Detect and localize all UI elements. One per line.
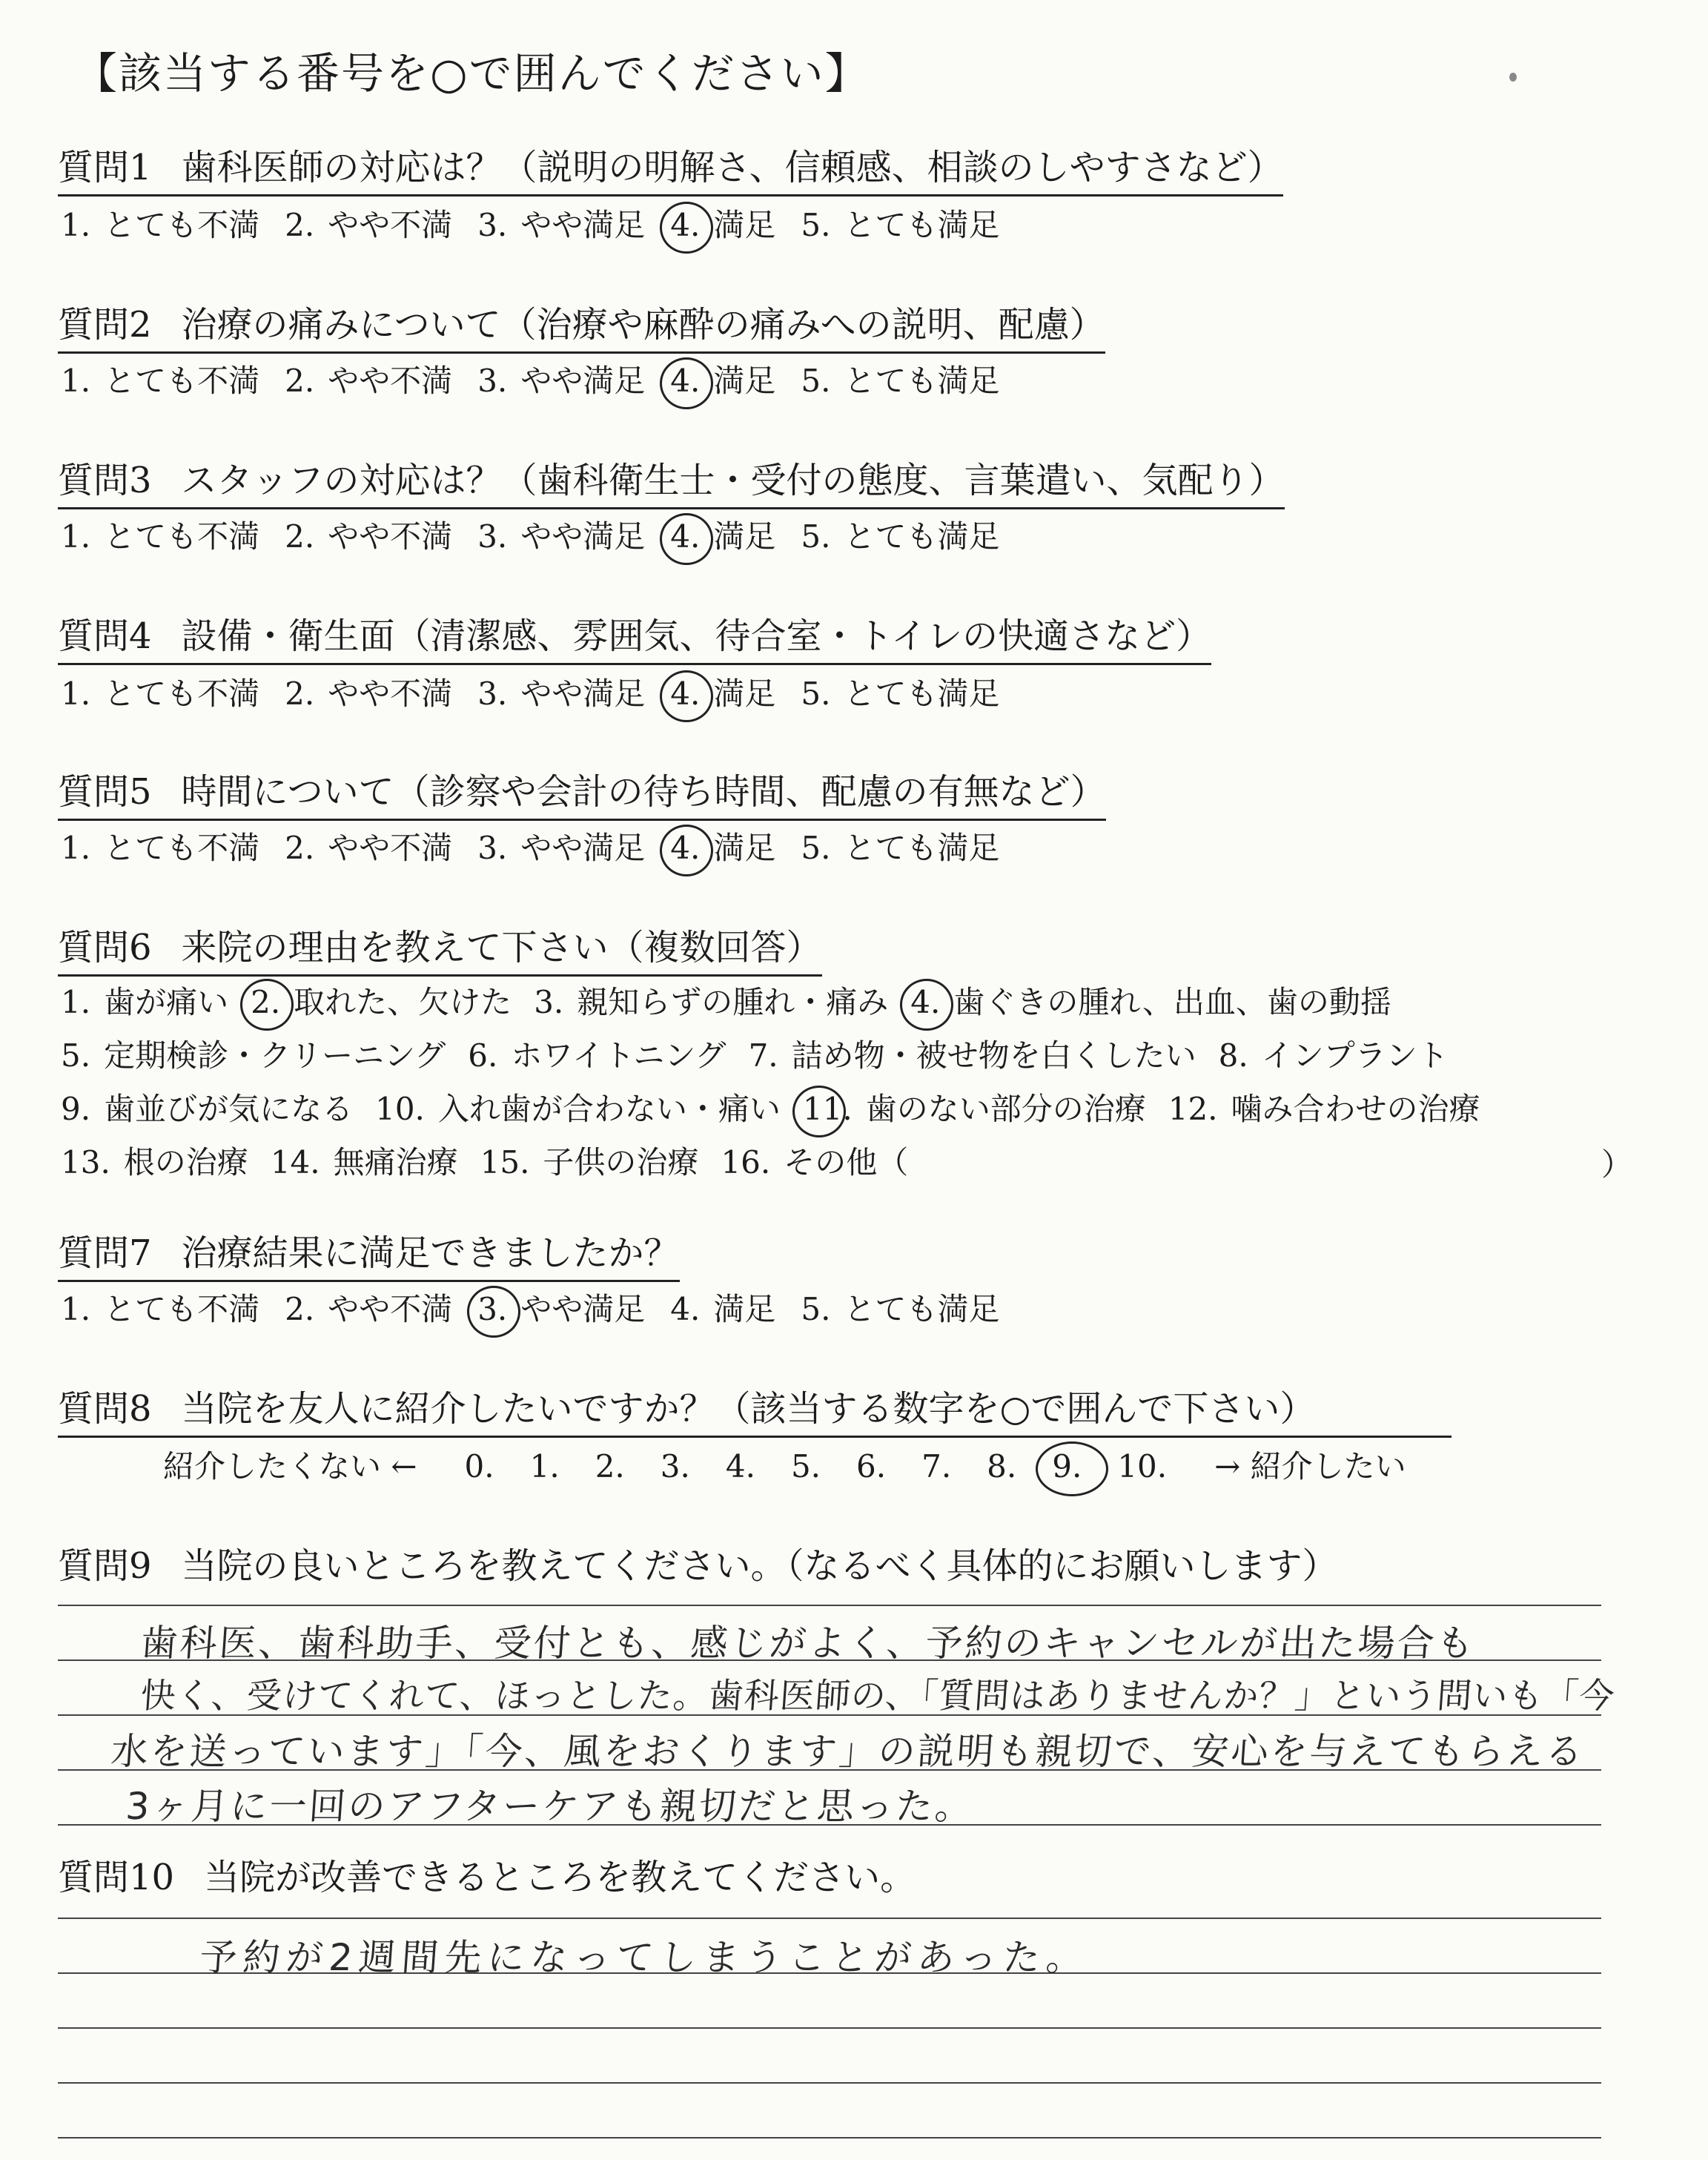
option-2[interactable] [282,828,452,869]
option-label: 満足 [713,363,776,399]
option-label: とても満足 [844,830,1000,866]
option-1[interactable] [58,516,259,558]
q6-option-6[interactable] [465,1035,726,1077]
option-number: 1. [61,676,91,712]
q6-option-4[interactable] [907,982,1391,1023]
option-label: やや不満 [328,363,453,399]
option-number: 6. [468,1037,498,1074]
q6-option-11[interactable] [800,1089,1146,1130]
option-number: 5. [801,518,831,555]
option-1[interactable] [58,828,259,869]
scale-option-4[interactable]: 4. [725,1448,755,1484]
option-label: 歯が痛い [104,984,229,1020]
scale-option-3[interactable]: 3. [660,1448,690,1484]
q6-option-13[interactable] [58,1142,248,1183]
question-7-options [58,1289,1022,1330]
q6-option-8[interactable] [1216,1035,1449,1077]
option-label: 満足 [713,676,776,712]
option-2[interactable] [282,516,452,558]
q6-option-10[interactable] [372,1089,781,1130]
ruled-line [58,2137,1601,2138]
scale-option-8[interactable]: 8. [987,1448,1017,1484]
option-label: 詰め物・被せ物を白くしたい [791,1037,1196,1074]
option-number: 1. [61,518,91,555]
option-number: 11. [800,1089,855,1130]
scale-option-1[interactable]: 1. [529,1448,560,1484]
option-number: 4. [667,516,703,558]
option-label: とても満足 [844,518,1000,555]
option-number: 1. [61,830,91,866]
option-number: 3. [477,830,508,866]
option-number: 5. [801,830,831,866]
option-label: やや満足 [520,830,646,866]
question-8-scale [163,1446,1406,1487]
q6-option-7[interactable] [746,1035,1196,1077]
question-5-options [58,828,1022,869]
option-label: やや満足 [520,518,646,555]
option-number: 14. [270,1144,320,1180]
ruled-line [58,1605,1601,1606]
option-5[interactable] [798,205,999,246]
option-number: 1. [61,207,91,243]
option-number: 1. [61,984,91,1020]
option-number: 3. [477,363,508,399]
option-3[interactable] [474,205,645,246]
option-number: 4. [907,982,943,1023]
question-number: 質問9 [58,1545,152,1587]
question-text: 当院を友人に紹介したいですか？（該当する数字を○で囲んで下さい） [181,1388,1316,1430]
question-text: 来院の理由を教えて下さい（複数回答） [181,927,822,968]
option-label: とても不満 [104,830,260,866]
question-number: 質問4 [58,615,152,657]
option-3[interactable] [474,673,645,715]
other-paren-close: ） [1601,1146,1633,1183]
question-9-title [58,1544,1338,1593]
q6-option-5[interactable] [58,1035,446,1077]
question-7-title [58,1231,680,1282]
option-label: 子供の治療 [543,1144,699,1180]
option-1[interactable] [58,360,259,402]
option-label: 噛み合わせの治療 [1231,1091,1480,1127]
handwritten-answer-line: 歯科医、歯科助手、受付とも、感じがよく、予約のキャンセルが出た場合も [139,1622,1477,1665]
q6-option-16[interactable] [718,1142,908,1183]
question-text: 当院が改善できるところを教えてください。 [204,1857,916,1898]
option-number: 5. [801,207,831,243]
question-number: 質問1 [58,147,152,188]
q6-option-15[interactable] [477,1142,699,1183]
scale-option-0[interactable]: 0. [464,1448,494,1484]
question-text: 治療の痛みについて（治療や麻酔の痛みへの説明、配慮） [181,304,1105,346]
option-number: 7. [748,1037,778,1074]
option-number: 4. [667,205,703,246]
option-label: とても満足 [844,676,1000,712]
option-label: ホワイトニング [511,1037,726,1074]
option-number: 2. [285,518,315,555]
question-number: 質問2 [58,304,152,346]
scale-right-label: → 紹介したい [1214,1448,1406,1484]
option-label: とても不満 [104,518,260,555]
option-3[interactable] [474,360,645,402]
question-6-title [58,925,822,977]
handwritten-answer-line: 水を送っています」「今、風をおくります」の説明も親切で、安心を与えてもらえる [109,1730,1586,1773]
ruled-line [58,2027,1601,2029]
question-number: 質問5 [58,771,152,813]
scale-left-label: 紹介したくない ← [163,1448,417,1484]
question-3-options [58,516,1022,558]
option-4[interactable] [667,673,775,715]
scale-option-5[interactable]: 5. [790,1448,821,1484]
option-label: とても不満 [104,676,260,712]
question-text: 当院の良いところを教えてください。（なるべく具体的にお願いします） [181,1545,1338,1587]
option-label: やや不満 [328,207,453,243]
option-number: 2. [285,207,315,243]
question-8-title [58,1387,1452,1438]
option-label: その他（ [784,1144,909,1180]
option-number: 10. [375,1091,425,1127]
option-number: 8. [1218,1037,1248,1074]
question-1-options [58,205,1022,246]
option-label: やや不満 [328,676,453,712]
option-1[interactable] [58,1289,259,1330]
question-6-options-row-3 [58,1089,1500,1130]
option-5[interactable] [798,673,999,715]
question-1-title [58,145,1283,196]
option-2[interactable] [282,360,452,402]
option-2[interactable] [282,673,452,715]
option-label: 満足 [713,518,776,555]
question-text: 歯科医師の対応は？（説明の明解さ、信頼感、相談のしやすさなど） [181,147,1283,188]
option-number: 15. [480,1144,530,1180]
option-3[interactable] [474,516,645,558]
option-5[interactable] [798,828,999,869]
option-number: 3. [477,518,508,555]
scale-option-10[interactable]: 10. [1117,1448,1168,1484]
ruled-line [58,1918,1601,1919]
option-label: 取れた、欠けた [294,984,512,1020]
scale-option-9[interactable]: 9. [1052,1446,1082,1487]
question-text: 治療結果に満足できましたか？ [181,1232,680,1274]
question-10-title [58,1855,916,1904]
option-3[interactable] [474,828,645,869]
q6-option-12[interactable] [1165,1089,1480,1130]
question-3-title [58,458,1285,509]
option-label: 満足 [713,1291,776,1327]
option-label: とても不満 [104,363,260,399]
option-number: 12. [1168,1091,1218,1127]
option-number: 2. [285,676,315,712]
question-number: 質問7 [58,1232,152,1274]
option-number: 2. [285,363,315,399]
option-4[interactable] [667,828,775,869]
option-number: 3. [477,676,508,712]
option-label: とても不満 [104,1291,260,1327]
option-number: 5. [61,1037,91,1074]
option-number: 9. [61,1091,91,1127]
option-number: 3. [477,207,508,243]
scale-option-7[interactable]: 7. [921,1448,952,1484]
option-2[interactable] [282,205,452,246]
option-number: 1. [61,363,91,399]
option-label: 入れ歯が合わない・痛い [437,1091,781,1127]
q6-option-14[interactable] [268,1142,458,1183]
option-number: 13. [61,1144,110,1180]
option-1[interactable] [58,205,259,246]
option-number: 3. [534,984,564,1020]
handwritten-answer-line: 予約が2週間先になってしまうことがあった。 [198,1936,1091,1979]
option-5[interactable] [798,1289,999,1330]
q6-option-2[interactable] [248,982,512,1023]
question-4-options [58,673,1022,715]
option-number: 2. [248,982,283,1023]
option-4[interactable] [667,1289,775,1330]
option-number: 5. [801,676,831,712]
option-number: 5. [801,1291,831,1327]
option-label: とても不満 [104,207,260,243]
form-heading: 【該当する番号を○で囲んでください】 [74,48,870,99]
scale-numbers [447,1446,1185,1487]
option-label: やや不満 [328,518,453,555]
option-number: 4. [670,1291,701,1327]
question-2-options [58,360,1022,402]
option-number: 1. [61,1291,91,1327]
question-6-options-row-4 [58,1142,927,1183]
option-label: 歯並びが気になる [104,1091,354,1127]
option-label: 根の治療 [123,1144,248,1180]
option-3[interactable] [474,1289,645,1330]
option-number: 4. [667,360,703,402]
option-number: 4. [667,673,703,715]
q6-option-9[interactable] [58,1089,353,1130]
option-label: やや満足 [520,207,646,243]
option-label: 定期検診・クリーニング [104,1037,446,1074]
question-number: 質問3 [58,460,152,501]
question-number: 質問10 [58,1857,175,1898]
q6-option-1[interactable] [58,982,228,1023]
option-label: やや満足 [520,1291,646,1327]
ruled-line [58,2082,1601,2084]
option-label: 歯のない部分の治療 [865,1091,1146,1127]
scale-option-2[interactable]: 2. [595,1448,625,1484]
option-label: やや満足 [520,363,646,399]
option-number: 2. [285,1291,315,1327]
option-label: 満足 [713,207,776,243]
question-number: 質問6 [58,927,152,968]
option-label: とても満足 [844,1291,1000,1327]
option-2[interactable] [282,1289,452,1330]
option-4[interactable] [667,205,775,246]
option-label: 満足 [713,830,776,866]
handwritten-answer-line: 3ヶ月に一回のアフターケアも親切だと思った。 [124,1785,976,1828]
option-number: 16. [721,1144,771,1180]
scale-option-6[interactable]: 6. [856,1448,887,1484]
option-label: やや満足 [520,676,646,712]
question-text: 設備・衛生面（清潔感、雰囲気、待合室・トイレの快適さなど） [181,615,1212,657]
question-6-options-row-2 [58,1035,1468,1077]
scan-speck [1509,73,1517,82]
option-label: とても満足 [844,207,1000,243]
question-text: スタッフの対応は？（歯科衛生士・受付の態度、言葉遣い、気配り） [181,460,1285,501]
option-label: 無痛治療 [333,1144,458,1180]
option-4[interactable] [667,360,775,402]
option-label: 歯ぐきの腫れ、出血、歯の動揺 [953,984,1391,1020]
option-5[interactable] [798,516,999,558]
option-label: 親知らずの腫れ・痛み [577,984,889,1020]
option-5[interactable] [798,360,999,402]
option-label: とても満足 [844,363,1000,399]
handwritten-answer-line: 快く、受けてくれて、ほっとした。歯科医師の、「質問はありませんか？」という問いも「今 [139,1676,1617,1717]
question-2-title [58,303,1105,354]
q6-option-3[interactable] [531,982,888,1023]
option-number: 4. [667,828,703,869]
question-5-title [58,770,1106,821]
option-1[interactable] [58,673,259,715]
question-6-options-row-1 [58,982,1411,1023]
option-label: インプラント [1261,1037,1449,1074]
question-number: 質問8 [58,1388,152,1430]
option-4[interactable] [667,516,775,558]
question-4-title [58,614,1211,665]
option-number: 3. [474,1289,510,1330]
option-number: 5. [801,363,831,399]
option-number: 2. [285,830,315,866]
option-label: やや不満 [328,1291,453,1327]
option-label: やや不満 [328,830,453,866]
question-text: 時間について（診察や会計の待ち時間、配慮の有無など） [181,771,1106,813]
